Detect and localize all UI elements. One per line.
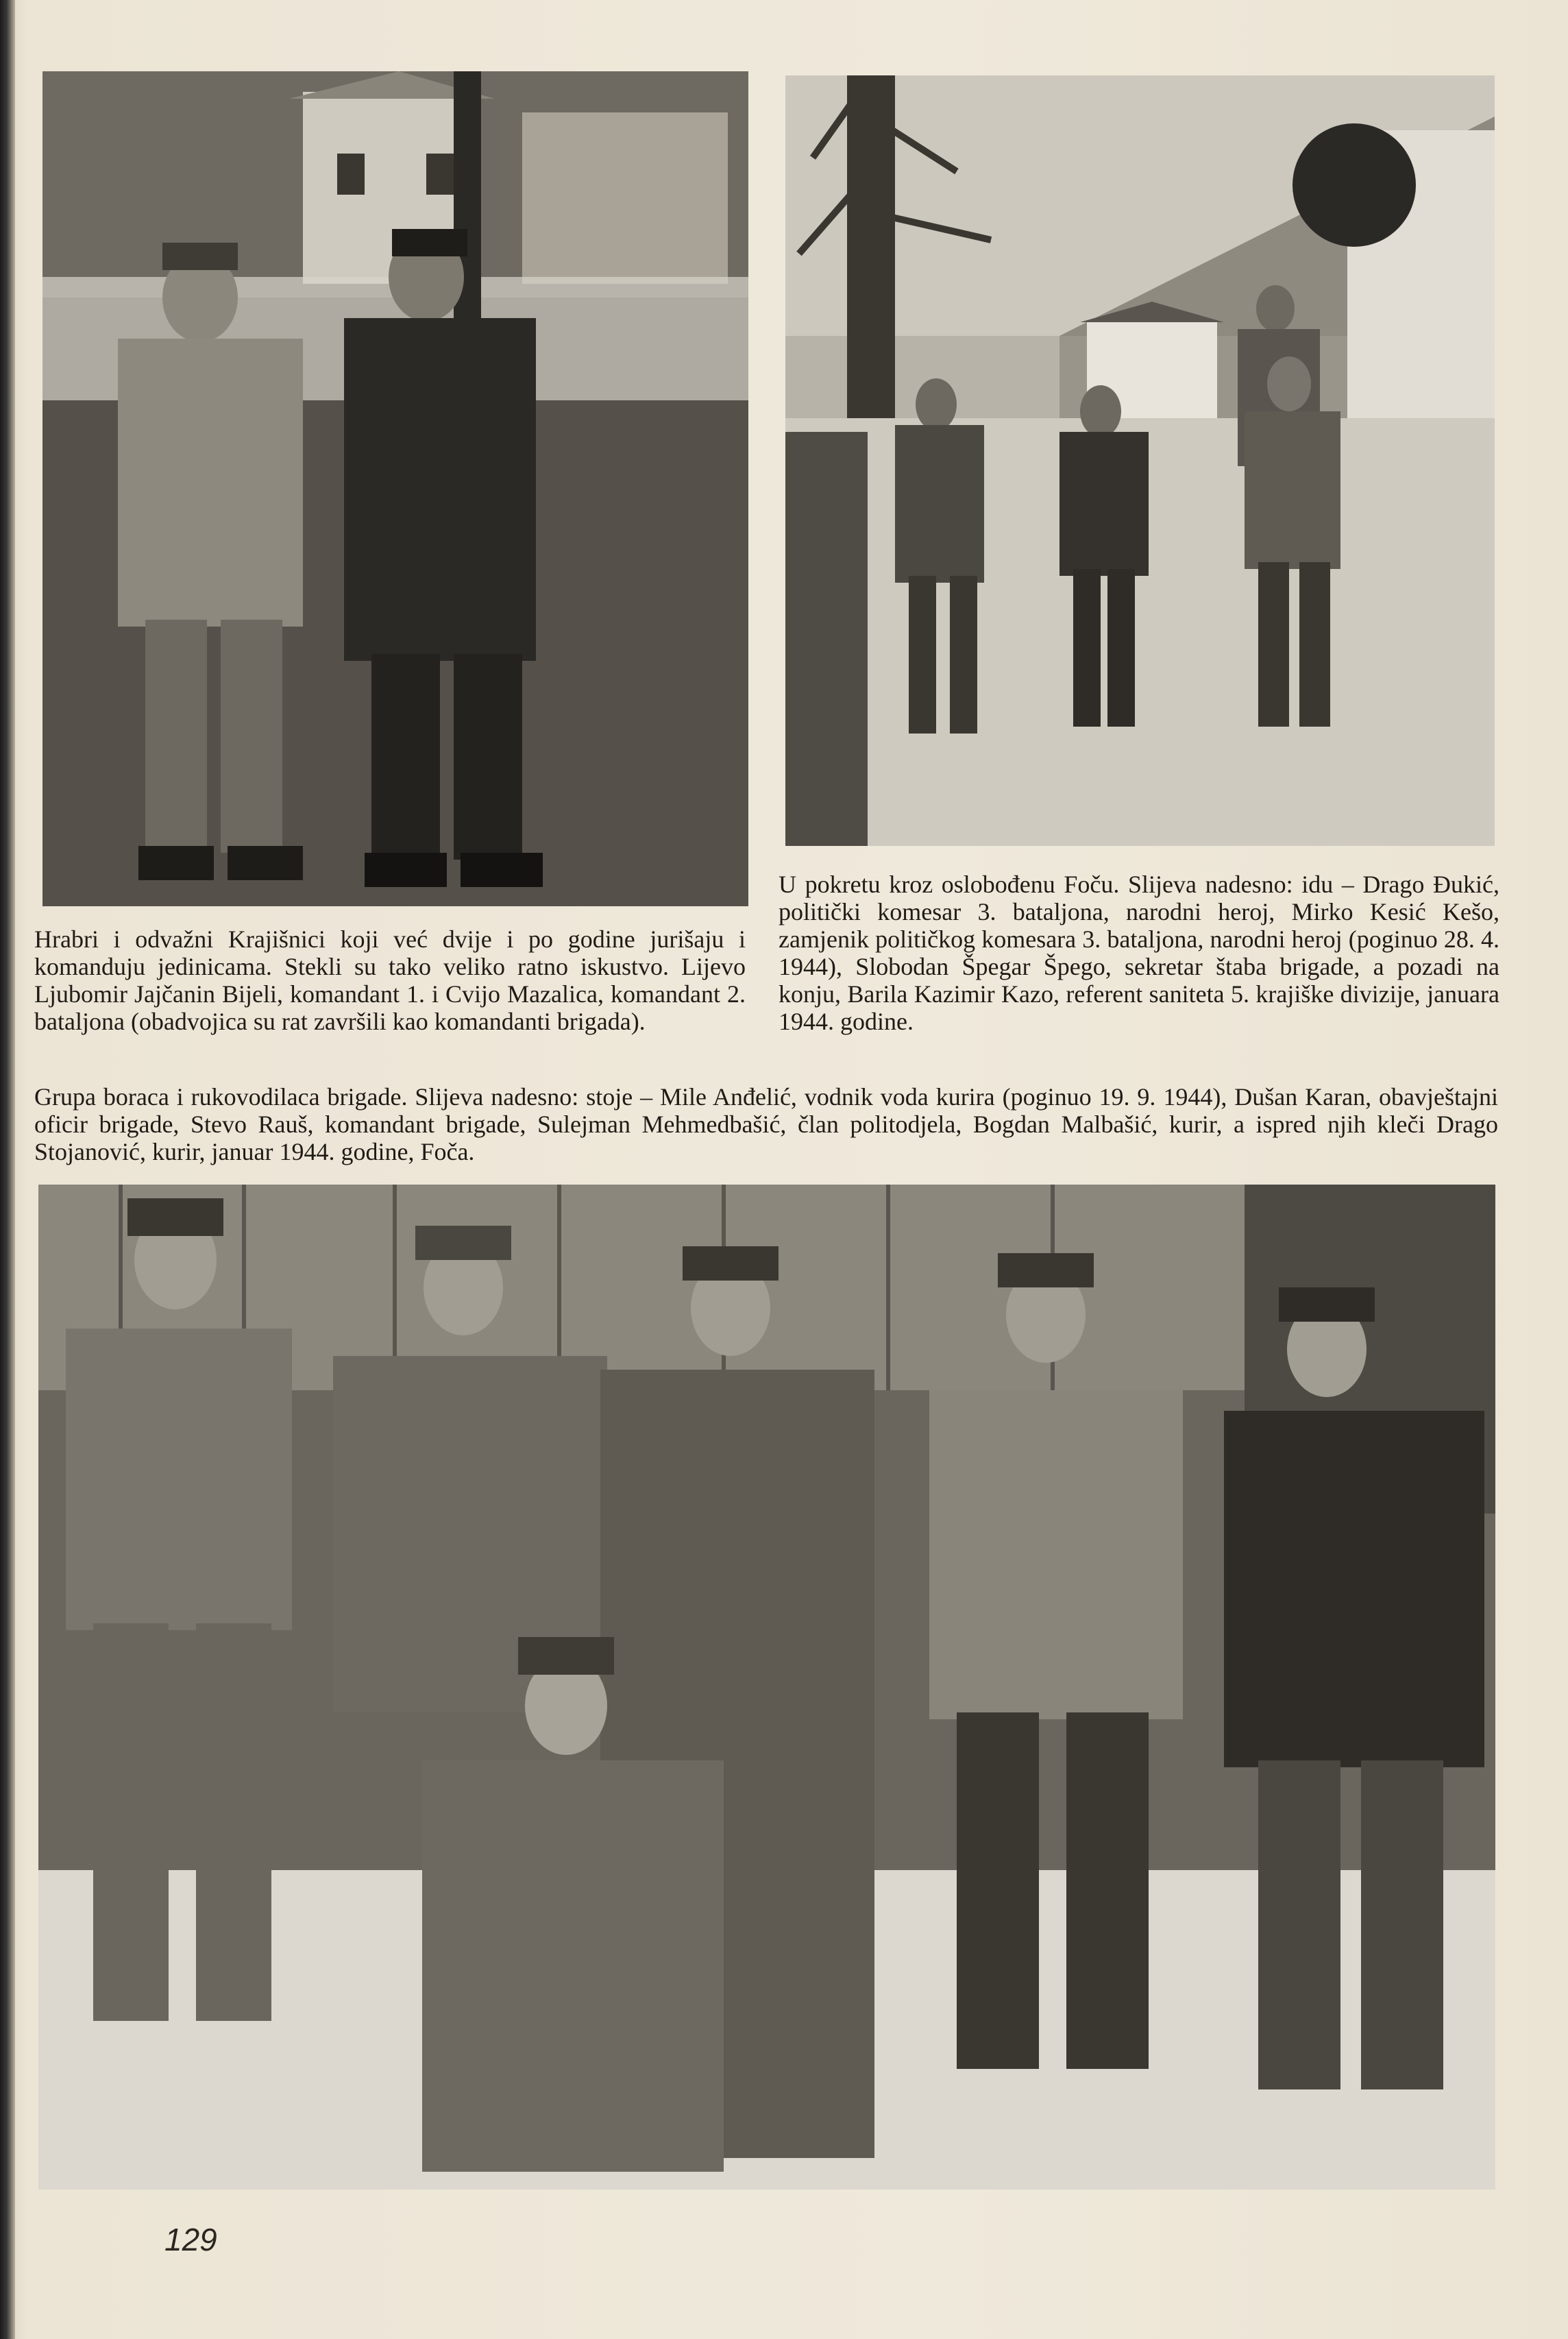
caption-top-right bbox=[779, 871, 1499, 1035]
book-spine-shadow bbox=[0, 0, 15, 2339]
photo-two-soldiers-icon bbox=[42, 71, 748, 906]
caption-bottom bbox=[34, 1083, 1498, 1165]
photo-group-of-fighters-icon bbox=[38, 1185, 1495, 2190]
caption-top-left-text: Hrabri i odvažni Krajišnici koji već dvije i po godine jurišaju i komanduju jedinicama. Stekli su tako veliko ratno iskustvo. Lijevo Ljubomir Jajčanin Bijeli, komandant 1. i Cvijo Mazalica, komandant 2. bataljona (obadvojica su rat završili kao komandanti brigada). bbox=[34, 925, 746, 1035]
photo-two-soldiers bbox=[42, 71, 748, 906]
photo-soldiers-walking bbox=[785, 75, 1495, 846]
caption-bottom-text: Grupa boraca i rukovodilaca brigade. Slijeva nadesno: stoje – Mile Anđelić, vodnik voda kurira (poginuo 19. 9. 1944), Dušan Karan, obavještajni oficir brigade, Stevo Rauš, komandant brigade, Sulejman Mehmedbašić, član politodjela, Bogdan Malbašić, kurir, a ispred njih kleči Drago Stojanović, kurir, januar 1944. godine, Foča. bbox=[34, 1083, 1498, 1165]
photo-group-of-fighters bbox=[38, 1185, 1495, 2190]
caption-top-right-text: U pokretu kroz oslobođenu Foču. Slijeva nadesno: idu – Drago Đukić, politički komesar 3. bataljona, narodni heroj, Mirko Kesić Kešo, zamjenik političkog komesara 3. bataljona, narodni heroj (poginuo 28. 4. 1944), Slobodan Špegar Špego, sekretar štaba brigade, a pozadi na konju, Barila Kazimir Kazo, referent saniteta 5. krajiške divizije, januara 1944. godine. bbox=[779, 871, 1499, 1035]
caption-top-left bbox=[34, 925, 746, 1035]
photo-soldiers-walking-icon bbox=[785, 75, 1495, 846]
page-number: 129 bbox=[164, 2222, 217, 2257]
